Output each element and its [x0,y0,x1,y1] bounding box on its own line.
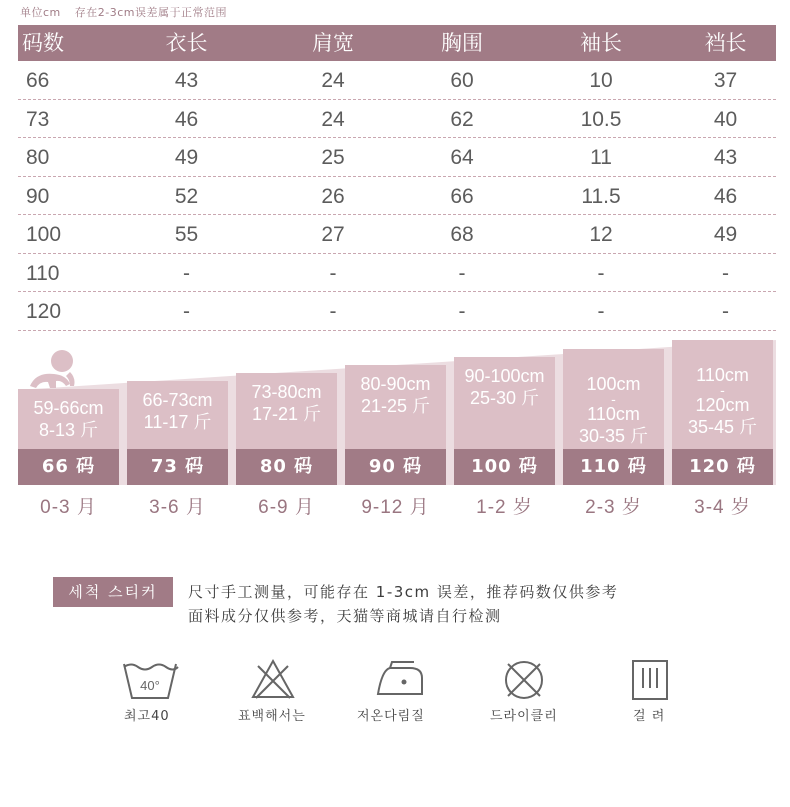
size-range [563,373,664,447]
wash-40-icon [120,658,180,702]
header-chest: 胸围 [441,31,483,55]
size-range-line: 73-80cm [251,382,322,402]
size-range-line: 30-35 斤 [578,426,649,446]
size-range-line: 66-73cm [142,390,213,410]
table-cell: 24 [321,69,345,92]
header-crotch: 裆长 [704,31,747,55]
size-range-line: 25-30 斤 [469,388,540,408]
table-cell: 66 [26,69,50,92]
size-range [236,381,337,425]
size-range-line: 59-66cm [33,398,104,418]
size-column [345,365,446,485]
table-cell: 10 [589,69,613,92]
table-cell: 49 [174,146,199,169]
table-cell: 11 [590,146,612,169]
table-cell: 43 [713,146,738,169]
age-label: 2-3 岁 [585,497,642,518]
table-cell: - [458,261,466,285]
size-code: 120 码 [672,449,773,485]
size-range-line: 11-17 斤 [143,412,212,432]
size-range-line: 100cm [586,374,641,394]
wash-temp-label: 40° [140,678,160,693]
size-code: 66 码 [18,449,119,485]
size-column [236,373,337,485]
size-range [127,389,228,433]
wash-note [188,580,618,628]
table-cell: 110 [26,261,60,285]
size-range-line: - [720,382,725,398]
size-range-line: - [611,391,616,407]
age-label: 3-4 岁 [694,497,751,518]
wash-label-iron: 저온다림질 [357,709,425,724]
size-code: 80 码 [236,449,337,485]
table-cell: 43 [174,69,199,92]
table-cell: 60 [450,69,474,92]
table-cell: 26 [321,184,345,208]
size-range [18,397,119,441]
age-label: 9-12 月 [361,497,430,518]
table-cell: 62 [450,107,474,131]
table-cell: 73 [26,107,50,131]
table-cell: 66 [450,184,474,208]
table-cell: - [183,261,190,285]
size-range-line: 90-100cm [464,366,545,386]
size-column [563,349,664,485]
growth-columns [18,340,776,485]
size-code: 73 码 [127,449,228,485]
table-cell: 12 [589,223,613,246]
size-range [672,364,773,438]
tolerance-label: 存在2-3cm误差属于正常范围 [74,6,227,19]
header-sleeve: 袖长 [580,31,622,55]
age-label: 1-2 岁 [476,497,533,518]
size-range-line: 21-25 斤 [360,396,431,416]
table-cell: 80 [26,146,50,169]
table-cell: 27 [321,223,345,246]
table-cell: 64 [450,146,474,169]
size-range-line: 120cm [695,395,750,415]
age-label: 6-9 月 [258,497,315,518]
baby-crawling-icon [26,348,82,394]
table-cell: - [183,300,190,323]
header-length: 衣长 [165,31,208,55]
table-cell: - [329,300,337,323]
header-size: 码数 [22,31,64,55]
wash-note-line2: 面料成分仅供参考，天猫等商城请自行检测 [188,607,502,625]
table-cell: 52 [174,184,199,208]
age-label: 3-6 月 [149,497,206,518]
table-cell: - [458,300,466,323]
size-column [18,389,119,485]
table-cell: 25 [321,146,345,169]
table-cell: 37 [713,69,738,92]
size-code: 110 码 [563,449,664,485]
no-dryclean-icon [502,658,546,702]
age-label: 0-3 月 [40,497,97,518]
table-cell: 55 [174,223,199,246]
size-column [454,357,555,485]
size-code: 90 码 [345,449,446,485]
iron-low-icon [374,658,426,700]
table-cell: - [722,300,729,323]
table-cell: - [329,261,337,285]
wash-label-dry: 걸 려 [633,709,666,724]
table-cell: 68 [450,223,474,246]
table-cell: 120 [26,300,62,323]
size-range-line: 110cm [696,365,749,385]
table-cell: - [722,261,729,285]
size-range-line: 35-45 斤 [687,417,758,437]
no-bleach-icon [250,658,296,700]
table-cell: - [597,261,605,285]
header-shoulder: 肩宽 [312,31,354,55]
line-dry-icon [630,658,670,702]
unit-label: 单位cm [20,6,61,19]
table-cell: 49 [713,223,738,246]
size-range-line: 110cm [587,404,640,424]
size-range-line: 80-90cm [360,374,431,394]
size-range-line: 8-13 斤 [38,420,99,440]
size-column [127,381,228,485]
wash-label-40: 최고40 [124,709,170,724]
wash-label-bleach: 표백해서는 [238,709,306,724]
table-cell: 11.5 [581,184,621,208]
table-cell: 46 [174,107,199,131]
wash-note-line1: 尺寸手工测量，可能存在 1-3cm 误差，推荐码数仅供参考 [188,583,619,601]
table-cell: 100 [26,223,62,246]
size-range [454,365,555,409]
table-cell: 40 [713,107,738,131]
wash-label-dryclean: 드라이클리 [490,709,558,724]
table-cell: 46 [713,184,738,208]
table-cell: 24 [321,107,345,131]
size-range [345,373,446,417]
size-range-line: 17-21 斤 [251,404,322,424]
table-cell: 90 [26,184,50,208]
table-cell: 10.5 [580,107,622,131]
wash-tag: 세척 스티커 [53,577,173,607]
table-cell: - [597,300,605,323]
size-column [672,340,773,485]
size-code: 100 码 [454,449,555,485]
